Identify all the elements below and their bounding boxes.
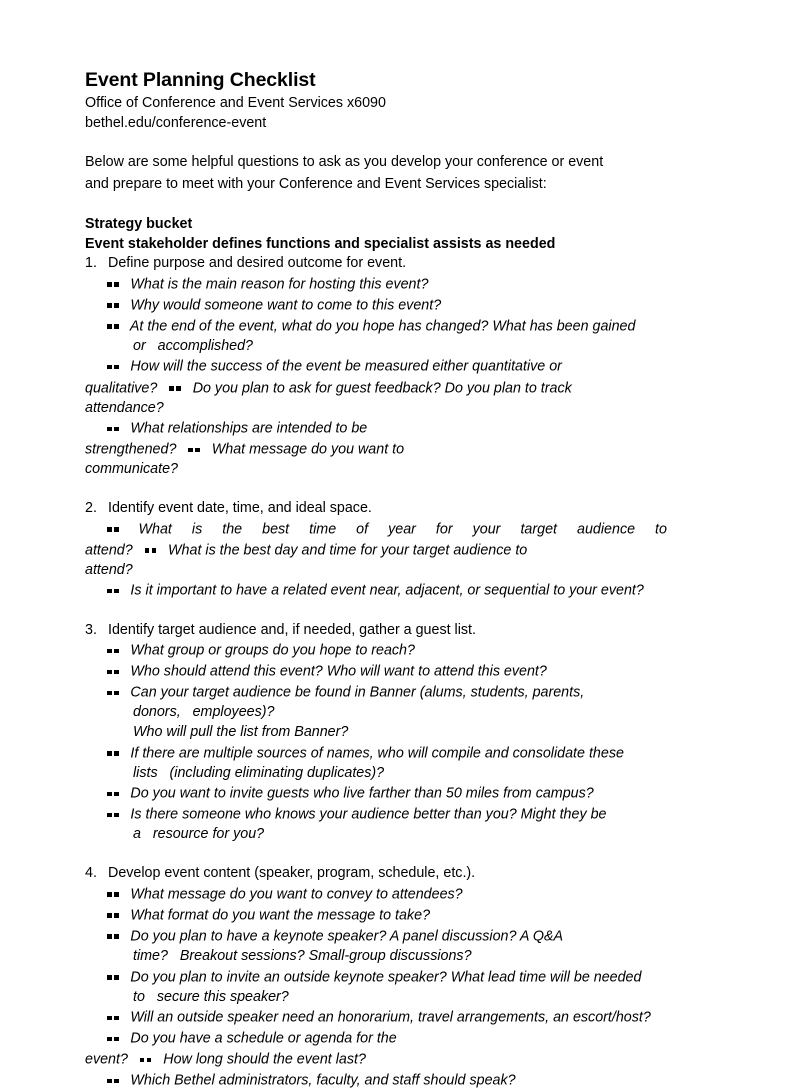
double-square-bullet-icon: [107, 804, 119, 824]
intro-paragraph: [85, 152, 700, 195]
checklist-wrap-line: [133, 703, 700, 723]
checklist-wrap-line: [133, 723, 700, 743]
checklist-text: Who will pull the list from Banner?: [133, 723, 349, 740]
checklist-wrap-line: [85, 1049, 700, 1070]
double-square-bullet-icon: [107, 743, 119, 763]
checklist-line: [107, 580, 700, 601]
list-item-text: Identify event date, time, and ideal space.: [108, 500, 372, 517]
checklist-text: time? Breakout sessions? Small-group discussions?: [133, 947, 472, 964]
double-square-bullet-icon: [107, 580, 119, 600]
double-square-bullet-icon: [188, 439, 200, 459]
checklist-line: [107, 274, 700, 295]
list-number: 4.: [85, 865, 97, 882]
list-number: 3.: [85, 621, 97, 638]
checklist-text: At the end of the event, what do you hope has changed? What has been gained: [129, 318, 636, 335]
checklist-wrap-line: [85, 378, 700, 399]
checklist-wrap-line: [85, 460, 700, 480]
checklist-line: [107, 418, 700, 439]
list-item-text: Develop event content (speaker, program, schedule, etc.).: [108, 865, 476, 882]
checklist-line: [107, 905, 700, 926]
checklist-line: [107, 743, 700, 764]
checklist-text: Can your target audience be found in Banner (alums, students, parents,: [130, 684, 585, 701]
checklist-text: What is the best time of year for your target audience to: [138, 521, 667, 538]
checklist-text: Is it important to have a related event near, adjacent, or sequential to your event?: [130, 582, 644, 599]
double-square-bullet-icon: [169, 378, 181, 398]
double-square-bullet-icon: [107, 783, 119, 803]
double-square-bullet-icon: [145, 540, 157, 560]
checklist-line: [107, 783, 700, 804]
checklist-text: What is the best day and time for your target audience to: [168, 542, 528, 559]
checklist-line: [107, 1028, 700, 1049]
checklist-text: How long should the event last?: [163, 1051, 366, 1068]
list-item: [85, 254, 700, 274]
double-square-bullet-icon: [107, 295, 119, 315]
double-square-bullet-icon: [107, 1028, 119, 1048]
checklist-text: What is the main reason for hosting this event?: [130, 276, 429, 293]
double-square-bullet-icon: [107, 519, 119, 539]
checklist-text: attend?: [85, 542, 133, 559]
checklist-line: [107, 804, 700, 825]
checklist-text: Do you plan to have a keynote speaker? A panel discussion? A Q&A: [130, 928, 564, 945]
checklist-wrap-line: [85, 439, 700, 460]
checklist-text: or accomplished?: [133, 337, 253, 354]
checklist-text: What message do you want to: [211, 441, 405, 458]
double-square-bullet-icon: [107, 418, 119, 438]
checklist-text: What group or groups do you hope to reach?: [130, 642, 415, 659]
checklist-line: [107, 356, 700, 377]
intro-line-2: and prepare to meet with your Conference and Event Services specialist:: [85, 175, 547, 192]
double-square-bullet-icon: [107, 967, 119, 987]
checklist-wrap-line: [85, 561, 700, 581]
checklist-text: Do you plan to invite an outside keynote speaker? What lead time will be needed: [130, 969, 642, 985]
checklist-text: Do you want to invite guests who live farther than 50 miles from campus?: [130, 785, 594, 802]
checklist-text: Will an outside speaker need an honorarium, travel arrangements, an escort/host?: [130, 1009, 651, 1026]
spacer: [85, 845, 700, 864]
double-square-bullet-icon: [107, 356, 119, 376]
double-square-bullet-icon: [107, 640, 119, 660]
list-item-text: Identify target audience and, if needed, gather a guest list.: [108, 621, 476, 638]
checklist-text: attendance?: [85, 399, 164, 416]
website-line: bethel.edu/conference-event: [85, 114, 267, 131]
spacer: [85, 480, 700, 499]
office-line: Office of Conference and Event Services x6090: [85, 95, 386, 111]
list-item: [85, 499, 700, 519]
checklist-text: Do you have a schedule or agenda for the: [130, 1030, 397, 1047]
checklist-text: Which Bethel administrators, faculty, and staff should speak?: [130, 1072, 516, 1089]
checklist-line: [107, 661, 700, 682]
list-number: 2.: [85, 500, 97, 517]
section-heading-event-stakeholder: Event stakeholder defines functions and specialist assists as needed: [85, 235, 556, 252]
checklist-line: [107, 1007, 700, 1028]
double-square-bullet-icon: [107, 661, 119, 681]
checklist-wrap-line: [133, 764, 700, 784]
checklist-wrap-line: [85, 399, 700, 419]
checklist-line: [107, 519, 667, 540]
checklist-text: attend?: [85, 561, 133, 578]
list-number: 1.: [85, 255, 97, 271]
checklist-text: strengthened?: [85, 441, 177, 458]
checklist-text: donors, employees)?: [133, 704, 275, 721]
checklist-text: Is there someone who knows your audience better than you? Might they be: [130, 806, 607, 823]
checklist-text: lists (including eliminating duplicates)?: [133, 764, 385, 781]
section-heading-strategy-bucket: Strategy bucket: [85, 216, 193, 232]
list-item: [85, 621, 700, 641]
checklist-text: What relationships are intended to be: [130, 420, 368, 437]
list-item: [85, 864, 700, 884]
checklist-line: [107, 926, 700, 947]
double-square-bullet-icon: [107, 274, 119, 294]
checklist-line: [107, 316, 700, 337]
double-square-bullet-icon: [107, 1007, 119, 1027]
checklist-line: [107, 640, 700, 661]
checklist-line: [107, 967, 700, 988]
document-body: [85, 68, 700, 1092]
page-title: Event Planning Checklist: [85, 69, 316, 91]
checklist-text: What format do you want the message to take?: [130, 907, 431, 924]
checklist-line: [107, 682, 700, 703]
checklist-text: event?: [85, 1051, 128, 1068]
checklist-wrap-line: [85, 540, 700, 561]
checklist-text: a resource for you?: [133, 826, 265, 843]
checklist-text: Who should attend this event? Who will want to attend this event?: [130, 663, 547, 680]
checklist-wrap-line: [133, 825, 700, 845]
checklist-line: [107, 1070, 700, 1091]
double-square-bullet-icon: [107, 926, 119, 946]
checklist-text: to secure this speaker?: [133, 988, 289, 1005]
spacer: [85, 602, 700, 621]
double-square-bullet-icon: [107, 884, 119, 904]
checklist-text: Why would someone want to come to this event?: [130, 297, 442, 314]
checklist-text: How will the success of the event be measured either quantitative or: [130, 358, 562, 375]
checklist-line: [107, 884, 700, 905]
checklist-line: [107, 295, 700, 316]
checklist-text: Do you plan to ask for guest feedback? Do you plan to track: [192, 380, 572, 397]
checklist-text: What message do you want to convey to attendees?: [130, 886, 463, 903]
double-square-bullet-icon: [140, 1049, 152, 1069]
intro-line-1: Below are some helpful questions to ask as you develop your conference or event: [85, 154, 604, 170]
double-square-bullet-icon: [107, 905, 119, 925]
checklist-text: communicate?: [85, 461, 178, 478]
double-square-bullet-icon: [107, 682, 119, 702]
checklist-wrap-line: [133, 988, 700, 1008]
double-square-bullet-icon: [107, 316, 119, 336]
checklist-wrap-line: [133, 337, 700, 357]
list-item-text: Define purpose and desired outcome for event.: [108, 255, 407, 271]
double-square-bullet-icon: [107, 1070, 119, 1090]
checklist-text: qualitative?: [85, 380, 158, 397]
checklist-wrap-line: [133, 947, 700, 967]
checklist-text: If there are multiple sources of names, who will compile and consolidate these: [130, 745, 624, 762]
